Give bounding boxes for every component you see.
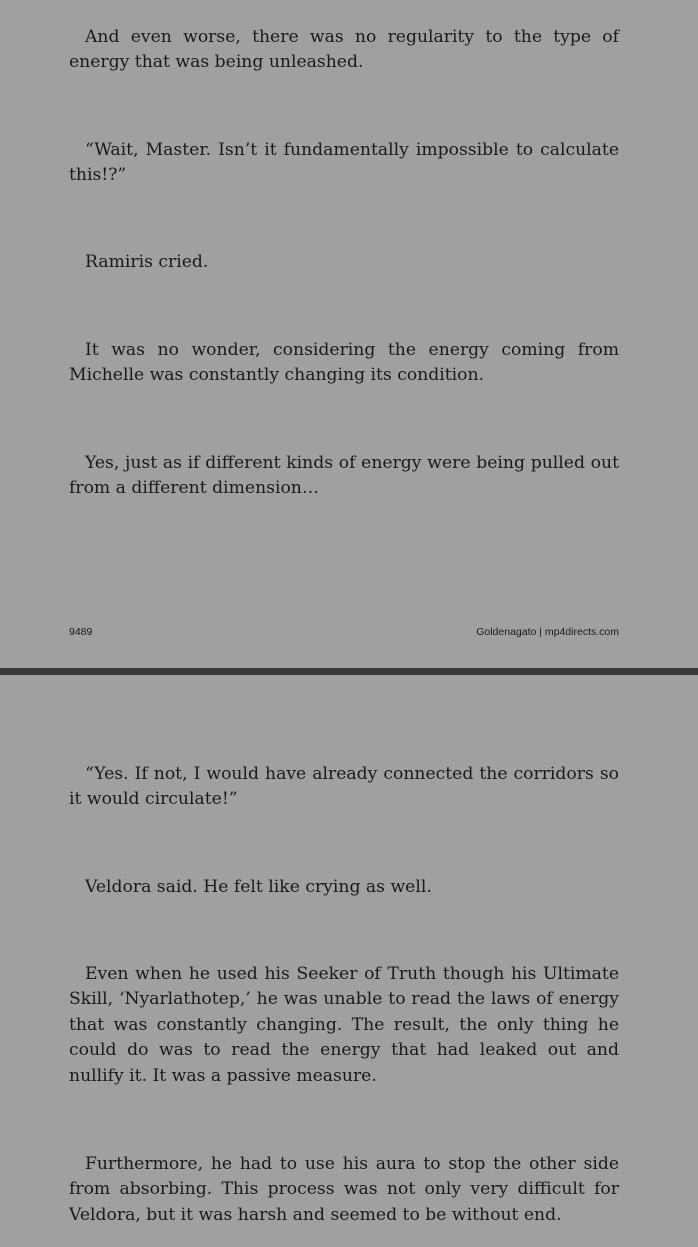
paragraph: “Wait, Master. Isn’t it fundamentally impossible to calculate this!?”: [69, 140, 619, 186]
paragraph: Furthermore, he had to use his aura to stop the other side from absorbing. This process was not only very difficult for Veldora, but it was harsh and seemed to be without end.: [69, 1154, 619, 1225]
book-page-bottom: [0, 675, 698, 1247]
paragraph: Yes, just as if different kinds of energy were being pulled out from a different dimension…: [69, 453, 619, 499]
paragraph: “Yes. If not, I would have already connected the corridors so it would circulate!”: [69, 764, 619, 810]
paragraph: It was no wonder, considering the energy coming from Michelle was constantly changing its condition.: [69, 340, 619, 386]
paragraph: Ramiris cried.: [85, 252, 209, 272]
translator-credit: Goldenagato | mp4directs.com: [476, 626, 619, 638]
paragraph: Even when he used his Seeker of Truth though his Ultimate Skill, ‘Nyarlathotep,’ he was unable to read the laws of energy that was constantly changing. The result, the only thing he could do was to read the energy that had leaked out and nullify it. It was a passive measure.: [69, 964, 619, 1086]
page-number: 9489: [69, 626, 93, 638]
page-divider: [0, 668, 698, 675]
paragraph: Veldora said. He felt like crying as well.: [85, 877, 432, 897]
paragraph: And even worse, there was no regularity to the type of energy that was being unleashed.: [69, 27, 619, 73]
